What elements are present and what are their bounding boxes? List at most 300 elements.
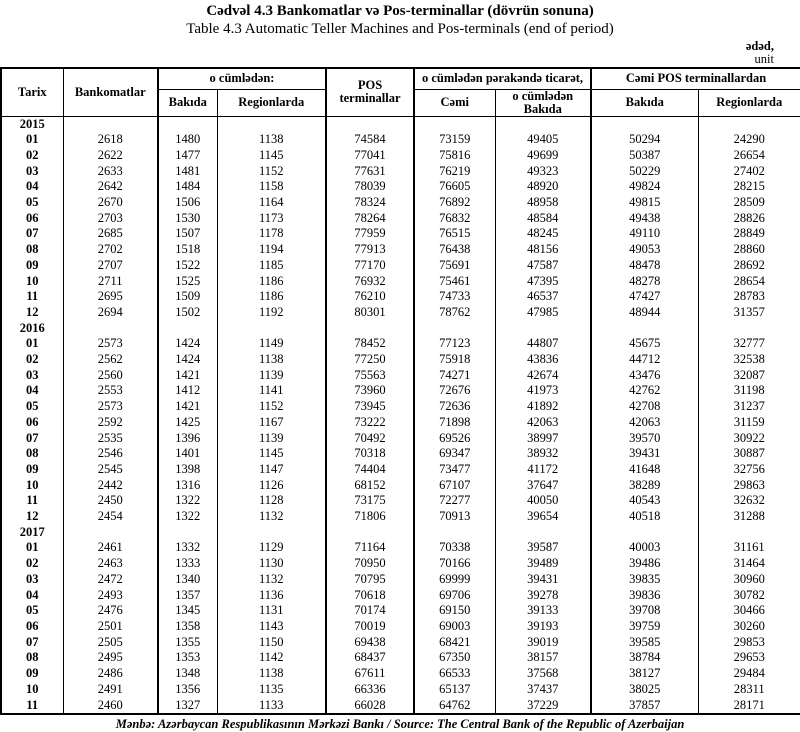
month-cell: 07 xyxy=(26,430,39,445)
value-cell: 31464 xyxy=(698,556,800,572)
value-cell: 70019 xyxy=(326,619,414,635)
value-cell: 73945 xyxy=(326,399,414,415)
month-cell: 11 xyxy=(26,493,39,508)
value-cell: 2702 xyxy=(63,242,158,258)
value-cell: 2694 xyxy=(63,305,158,321)
value-cell: 43836 xyxy=(495,352,591,368)
value-cell: 2553 xyxy=(63,383,158,399)
value-cell: 29863 xyxy=(698,478,800,494)
value-cell: 26654 xyxy=(698,148,800,164)
value-cell: 1398 xyxy=(158,462,217,478)
value-cell: 72676 xyxy=(414,383,495,399)
value-cell: 37568 xyxy=(495,666,591,682)
value-cell: 1396 xyxy=(158,431,217,447)
value-cell: 1147 xyxy=(217,462,326,478)
header-bankomatlar: Bankomatlar xyxy=(63,68,158,116)
value-cell: 1186 xyxy=(217,289,326,305)
empty-cell xyxy=(591,321,698,337)
header-cemi: Cəmi xyxy=(414,89,495,116)
value-cell: 39654 xyxy=(495,509,591,525)
value-cell: 1353 xyxy=(158,650,217,666)
value-cell: 49323 xyxy=(495,164,591,180)
value-cell: 75563 xyxy=(326,368,414,384)
empty-cell xyxy=(495,525,591,541)
value-cell: 1133 xyxy=(217,698,326,715)
value-cell: 70166 xyxy=(414,556,495,572)
value-cell: 1322 xyxy=(158,493,217,509)
empty-cell xyxy=(63,116,158,132)
value-cell: 68421 xyxy=(414,635,495,651)
value-cell: 38289 xyxy=(591,478,698,494)
value-cell: 77041 xyxy=(326,148,414,164)
month-cell: 03 xyxy=(26,367,39,382)
value-cell: 2461 xyxy=(63,540,158,556)
value-cell: 40518 xyxy=(591,509,698,525)
value-cell: 42063 xyxy=(495,415,591,431)
value-cell: 28783 xyxy=(698,289,800,305)
table-row xyxy=(1,666,800,682)
header-pos-terminallar: POS terminallar xyxy=(326,68,414,116)
empty-cell xyxy=(63,525,158,541)
value-cell: 1149 xyxy=(217,336,326,352)
value-cell: 49405 xyxy=(495,132,591,148)
value-cell: 1145 xyxy=(217,148,326,164)
month-cell: 11 xyxy=(26,289,39,304)
empty-cell xyxy=(698,116,800,132)
value-cell: 30782 xyxy=(698,588,800,604)
table-row xyxy=(1,195,800,211)
value-cell: 1477 xyxy=(158,148,217,164)
value-cell: 49053 xyxy=(591,242,698,258)
empty-cell xyxy=(495,321,591,337)
value-cell: 1131 xyxy=(217,603,326,619)
value-cell: 50387 xyxy=(591,148,698,164)
table-row xyxy=(1,509,800,525)
header-regionlarda-2: Regionlarda xyxy=(698,89,800,116)
empty-cell xyxy=(495,116,591,132)
value-cell: 30887 xyxy=(698,446,800,462)
value-cell: 39486 xyxy=(591,556,698,572)
value-cell: 28692 xyxy=(698,258,800,274)
table-row xyxy=(1,698,800,715)
value-cell: 31357 xyxy=(698,305,800,321)
table-row xyxy=(1,132,800,148)
value-cell: 67107 xyxy=(414,478,495,494)
value-cell: 1424 xyxy=(158,336,217,352)
value-cell: 69150 xyxy=(414,603,495,619)
value-cell: 1357 xyxy=(158,588,217,604)
month-cell: 04 xyxy=(26,587,39,602)
value-cell: 42762 xyxy=(591,383,698,399)
empty-cell xyxy=(158,525,217,541)
value-cell: 64762 xyxy=(414,698,495,715)
value-cell: 48278 xyxy=(591,274,698,290)
value-cell: 1135 xyxy=(217,682,326,698)
value-cell: 2711 xyxy=(63,274,158,290)
value-cell: 1421 xyxy=(158,399,217,415)
value-cell: 1164 xyxy=(217,195,326,211)
value-cell: 69999 xyxy=(414,572,495,588)
value-cell: 2454 xyxy=(63,509,158,525)
table-row xyxy=(1,179,800,195)
value-cell: 70795 xyxy=(326,572,414,588)
value-cell: 1421 xyxy=(158,368,217,384)
value-cell: 2472 xyxy=(63,572,158,588)
month-cell: 02 xyxy=(26,556,39,571)
empty-cell xyxy=(326,321,414,337)
value-cell: 68152 xyxy=(326,478,414,494)
value-cell: 71806 xyxy=(326,509,414,525)
value-cell: 69347 xyxy=(414,446,495,462)
value-cell: 77250 xyxy=(326,352,414,368)
value-cell: 1139 xyxy=(217,368,326,384)
value-cell: 78762 xyxy=(414,305,495,321)
value-cell: 38157 xyxy=(495,650,591,666)
value-cell: 1412 xyxy=(158,383,217,399)
value-cell: 75691 xyxy=(414,258,495,274)
value-cell: 32756 xyxy=(698,462,800,478)
table-header xyxy=(1,68,800,116)
table-row xyxy=(1,242,800,258)
table-row xyxy=(1,493,800,509)
value-cell: 77170 xyxy=(326,258,414,274)
month-cell: 11 xyxy=(26,697,39,712)
month-cell: 03 xyxy=(26,163,39,178)
value-cell: 1139 xyxy=(217,431,326,447)
value-cell: 40050 xyxy=(495,493,591,509)
value-cell: 76932 xyxy=(326,274,414,290)
empty-cell xyxy=(217,525,326,541)
value-cell: 1401 xyxy=(158,446,217,462)
value-cell: 71898 xyxy=(414,415,495,431)
value-cell: 70950 xyxy=(326,556,414,572)
table-row xyxy=(1,619,800,635)
value-cell: 76515 xyxy=(414,226,495,242)
table-title-az: Cədvəl 4.3 Bankomatlar və Pos-terminallar (dövrün sonuna) xyxy=(206,3,594,19)
value-cell: 43476 xyxy=(591,368,698,384)
value-cell: 1481 xyxy=(158,164,217,180)
value-cell: 31198 xyxy=(698,383,800,399)
value-cell: 44712 xyxy=(591,352,698,368)
value-cell: 69706 xyxy=(414,588,495,604)
value-cell: 38025 xyxy=(591,682,698,698)
value-cell: 2493 xyxy=(63,588,158,604)
value-cell: 77123 xyxy=(414,336,495,352)
value-cell: 77631 xyxy=(326,164,414,180)
month-cell: 10 xyxy=(26,681,39,696)
value-cell: 29484 xyxy=(698,666,800,682)
empty-cell xyxy=(414,321,495,337)
value-cell: 1316 xyxy=(158,478,217,494)
value-cell: 38127 xyxy=(591,666,698,682)
value-cell: 30260 xyxy=(698,619,800,635)
unit-note-az: ədəd, xyxy=(745,39,774,53)
value-cell: 1152 xyxy=(217,399,326,415)
year-label: 2016 xyxy=(19,320,45,335)
value-cell: 70318 xyxy=(326,446,414,462)
value-cell: 1129 xyxy=(217,540,326,556)
empty-cell xyxy=(217,116,326,132)
empty-cell xyxy=(698,525,800,541)
month-cell: 08 xyxy=(26,446,39,461)
table-row xyxy=(1,556,800,572)
table-row xyxy=(1,211,800,227)
value-cell: 28509 xyxy=(698,195,800,211)
empty-cell xyxy=(217,321,326,337)
empty-cell xyxy=(158,116,217,132)
value-cell: 39431 xyxy=(591,446,698,462)
month-cell: 10 xyxy=(26,477,39,492)
value-cell: 72277 xyxy=(414,493,495,509)
value-cell: 45675 xyxy=(591,336,698,352)
value-cell: 31161 xyxy=(698,540,800,556)
value-cell: 74733 xyxy=(414,289,495,305)
value-cell: 73222 xyxy=(326,415,414,431)
value-cell: 48920 xyxy=(495,179,591,195)
table-row xyxy=(1,305,800,321)
value-cell: 41172 xyxy=(495,462,591,478)
table-row xyxy=(1,478,800,494)
value-cell: 67350 xyxy=(414,650,495,666)
header-tarix: Tarix xyxy=(1,68,63,116)
value-cell: 42708 xyxy=(591,399,698,415)
value-cell: 39278 xyxy=(495,588,591,604)
value-cell: 1186 xyxy=(217,274,326,290)
data-table xyxy=(0,67,800,715)
table-row xyxy=(1,650,800,666)
value-cell: 32632 xyxy=(698,493,800,509)
value-cell: 2670 xyxy=(63,195,158,211)
empty-cell xyxy=(414,116,495,132)
table-row xyxy=(1,603,800,619)
value-cell: 39431 xyxy=(495,572,591,588)
table-row xyxy=(1,415,800,431)
value-cell: 73960 xyxy=(326,383,414,399)
value-cell: 1130 xyxy=(217,556,326,572)
value-cell: 39708 xyxy=(591,603,698,619)
value-cell: 2618 xyxy=(63,132,158,148)
value-cell: 2442 xyxy=(63,478,158,494)
table-row xyxy=(1,368,800,384)
value-cell: 72636 xyxy=(414,399,495,415)
month-cell: 02 xyxy=(26,147,39,162)
value-cell: 28849 xyxy=(698,226,800,242)
value-cell: 48958 xyxy=(495,195,591,211)
value-cell: 2545 xyxy=(63,462,158,478)
value-cell: 2486 xyxy=(63,666,158,682)
value-cell: 71164 xyxy=(326,540,414,556)
value-cell: 41973 xyxy=(495,383,591,399)
value-cell: 1192 xyxy=(217,305,326,321)
value-cell: 32538 xyxy=(698,352,800,368)
value-cell: 1150 xyxy=(217,635,326,651)
value-cell: 49699 xyxy=(495,148,591,164)
value-cell: 39836 xyxy=(591,588,698,604)
month-cell: 05 xyxy=(26,195,39,210)
value-cell: 78039 xyxy=(326,179,414,195)
table-row xyxy=(1,164,800,180)
month-cell: 09 xyxy=(26,666,39,681)
value-cell: 2592 xyxy=(63,415,158,431)
value-cell: 38932 xyxy=(495,446,591,462)
value-cell: 1530 xyxy=(158,211,217,227)
value-cell: 48584 xyxy=(495,211,591,227)
value-cell: 48245 xyxy=(495,226,591,242)
value-cell: 70913 xyxy=(414,509,495,525)
header-group-cemi-pos: Cəmi POS terminallardan xyxy=(591,68,800,89)
value-cell: 77959 xyxy=(326,226,414,242)
value-cell: 1425 xyxy=(158,415,217,431)
value-cell: 78264 xyxy=(326,211,414,227)
empty-cell xyxy=(591,116,698,132)
value-cell: 1128 xyxy=(217,493,326,509)
value-cell: 31288 xyxy=(698,509,800,525)
value-cell: 1138 xyxy=(217,666,326,682)
value-cell: 40003 xyxy=(591,540,698,556)
value-cell: 49815 xyxy=(591,195,698,211)
value-cell: 75461 xyxy=(414,274,495,290)
empty-cell xyxy=(591,525,698,541)
value-cell: 48156 xyxy=(495,242,591,258)
value-cell: 65137 xyxy=(414,682,495,698)
month-cell: 01 xyxy=(26,132,39,147)
value-cell: 32087 xyxy=(698,368,800,384)
value-cell: 32777 xyxy=(698,336,800,352)
value-cell: 28826 xyxy=(698,211,800,227)
unit-note-en: unit xyxy=(754,52,774,66)
table-row xyxy=(1,446,800,462)
table-row xyxy=(1,588,800,604)
month-cell: 08 xyxy=(26,650,39,665)
value-cell: 49110 xyxy=(591,226,698,242)
value-cell: 29653 xyxy=(698,650,800,666)
value-cell: 50229 xyxy=(591,164,698,180)
value-cell: 1141 xyxy=(217,383,326,399)
value-cell: 1126 xyxy=(217,478,326,494)
value-cell: 37437 xyxy=(495,682,591,698)
value-cell: 1525 xyxy=(158,274,217,290)
value-cell: 1507 xyxy=(158,226,217,242)
value-cell: 27402 xyxy=(698,164,800,180)
value-cell: 1348 xyxy=(158,666,217,682)
value-cell: 47395 xyxy=(495,274,591,290)
month-cell: 09 xyxy=(26,461,39,476)
table-row xyxy=(1,226,800,242)
value-cell: 76832 xyxy=(414,211,495,227)
value-cell: 2573 xyxy=(63,399,158,415)
table-row xyxy=(1,352,800,368)
value-cell: 2495 xyxy=(63,650,158,666)
value-cell: 76605 xyxy=(414,179,495,195)
value-cell: 39019 xyxy=(495,635,591,651)
value-cell: 1132 xyxy=(217,509,326,525)
value-cell: 49438 xyxy=(591,211,698,227)
year-row xyxy=(1,525,800,541)
unit-note xyxy=(0,40,800,66)
value-cell: 1143 xyxy=(217,619,326,635)
value-cell: 2622 xyxy=(63,148,158,164)
value-cell: 1194 xyxy=(217,242,326,258)
value-cell: 2633 xyxy=(63,164,158,180)
value-cell: 41648 xyxy=(591,462,698,478)
value-cell: 73175 xyxy=(326,493,414,509)
value-cell: 24290 xyxy=(698,132,800,148)
month-cell: 06 xyxy=(26,414,39,429)
month-cell: 04 xyxy=(26,383,39,398)
year-row xyxy=(1,116,800,132)
value-cell: 47427 xyxy=(591,289,698,305)
value-cell: 38997 xyxy=(495,431,591,447)
value-cell: 49824 xyxy=(591,179,698,195)
value-cell: 75918 xyxy=(414,352,495,368)
table-body xyxy=(1,116,800,714)
value-cell: 76219 xyxy=(414,164,495,180)
month-cell: 12 xyxy=(26,509,39,524)
value-cell: 1332 xyxy=(158,540,217,556)
month-cell: 05 xyxy=(26,399,39,414)
value-cell: 42063 xyxy=(591,415,698,431)
value-cell: 66533 xyxy=(414,666,495,682)
value-cell: 2491 xyxy=(63,682,158,698)
month-cell: 04 xyxy=(26,179,39,194)
month-cell: 06 xyxy=(26,210,39,225)
value-cell: 2460 xyxy=(63,698,158,715)
value-cell: 2501 xyxy=(63,619,158,635)
value-cell: 28171 xyxy=(698,698,800,715)
month-cell: 09 xyxy=(26,257,39,272)
value-cell: 30960 xyxy=(698,572,800,588)
value-cell: 50294 xyxy=(591,132,698,148)
value-cell: 1322 xyxy=(158,509,217,525)
year-label: 2015 xyxy=(19,116,45,131)
empty-cell xyxy=(326,116,414,132)
value-cell: 44807 xyxy=(495,336,591,352)
value-cell: 69438 xyxy=(326,635,414,651)
value-cell: 1358 xyxy=(158,619,217,635)
value-cell: 2573 xyxy=(63,336,158,352)
header-bakida-2: Bakıda xyxy=(591,89,698,116)
value-cell: 78324 xyxy=(326,195,414,211)
value-cell: 48478 xyxy=(591,258,698,274)
value-cell: 1178 xyxy=(217,226,326,242)
value-cell: 30466 xyxy=(698,603,800,619)
value-cell: 2535 xyxy=(63,431,158,447)
month-cell: 03 xyxy=(26,571,39,586)
month-cell: 06 xyxy=(26,619,39,633)
value-cell: 76892 xyxy=(414,195,495,211)
value-cell: 77913 xyxy=(326,242,414,258)
value-cell: 46537 xyxy=(495,289,591,305)
value-cell: 1502 xyxy=(158,305,217,321)
value-cell: 69003 xyxy=(414,619,495,635)
empty-cell xyxy=(698,321,800,337)
value-cell: 74404 xyxy=(326,462,414,478)
value-cell: 42674 xyxy=(495,368,591,384)
table-row xyxy=(1,148,800,164)
value-cell: 1424 xyxy=(158,352,217,368)
header-bakida-1: Bakıda xyxy=(158,89,217,116)
value-cell: 1132 xyxy=(217,572,326,588)
month-cell: 05 xyxy=(26,603,39,618)
value-cell: 39133 xyxy=(495,603,591,619)
value-cell: 1152 xyxy=(217,164,326,180)
value-cell: 2562 xyxy=(63,352,158,368)
value-cell: 1340 xyxy=(158,572,217,588)
value-cell: 37647 xyxy=(495,478,591,494)
value-cell: 1158 xyxy=(217,179,326,195)
value-cell: 70338 xyxy=(414,540,495,556)
value-cell: 1509 xyxy=(158,289,217,305)
